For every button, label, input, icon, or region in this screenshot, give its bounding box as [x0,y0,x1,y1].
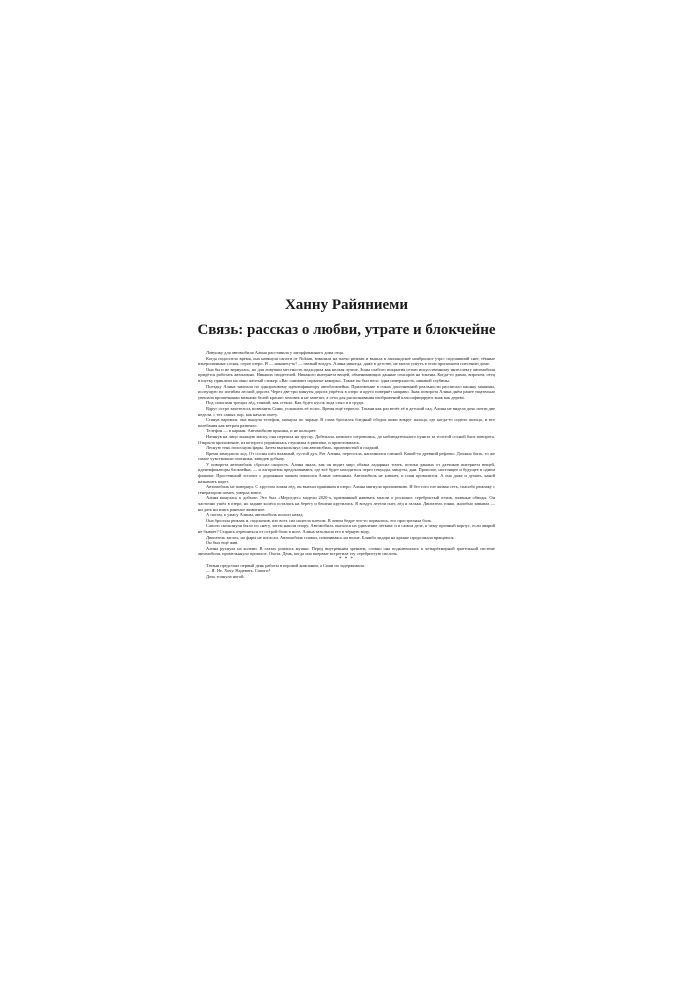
paragraph: А потом, к ужасу Алины, автомобиль пополз назад. [206,512,304,518]
paragraph: Татани предстоял первый день работы в игровой компании, а Сини их задерживала. [206,562,365,568]
paragraph: Алина рухнула на колени. В глазах роились мушки. Перед внутренним зрением, словно она подключилась к четырёхмерной зрительной системе автомобиля, промелькнуло прошлое. Охота. День, когда она впервые встретила эту серебристую сволочь. [198,545,495,557]
paragraph: Время замедлило ход. От сосны шёл влажный, густой дух. Рот Алины, пересохла, наполнился слюной. Какой-то древний рефлекс. Должно быть, то же самое чувствовали охотники, завидев добычу. [198,450,495,462]
author-name: Ханну Райяниеми [284,297,409,313]
paragraph: Телефон — в карман. Автомобилю крышка, и не кольцает. [206,428,317,434]
paragraph: Двигатель заглох, но фары не погасли. Автомобиль плавал, покачиваясь на волне. Блямба лидара на крыше продолжала вращаться. [206,534,455,540]
paragraph: Ловушку для автомобиля Алина расставила у заторфованного дома отца. [206,350,344,355]
story-body [198,350,495,579]
paragraph: Вдруг остро захотелось позвонить Сини, услышать её голос. Время ещё терпело. Татани как раз везёт её в детский сад. Алина не видела дочь почти две недели, с тех самых пор, как начала охоту. [198,405,495,417]
paragraph: Натянув на лицо лыжную маску, она перешла на трусцу. Добежала, немного согревшись, до наблюдательного пункта за толстой сосной близ поворота. Открыла приложение, из которого управлялась глушилка в рюкзаке, и приготовилась. [198,433,495,445]
paragraph: Она бросила рюкзак и, подскочив, изо всех сил налегла плечом. В левом бедре что-то порвалось, его прострелила боль. [206,517,433,523]
paragraph: Сапоги скользнули было по снегу, затем нашли опору. Автомобиль оказался на удивление лёгким: и в самом деле, к чему прочный корпус, если аварий не бывает? Старясь отрешиться от острой боли в ноге, Алина затолкала его в чёрную воду. [198,523,495,534]
paragraph: Лесную тень полоснули фары. Затем выскользнул сам автомобиль, приземистый и гладкий. [206,445,380,451]
paragraph: Дочь топнула ногой. [206,573,245,579]
paragraph: Он был ещё жив. [206,540,239,546]
paragraph: — Я. Не. Хочу. Надевать. Сапоги! [206,568,270,574]
section-separator: * * * [339,556,354,562]
paragraph: У поворота автомобиль сбросил скорость. Алина знала, как он видит мир: облака ладарных точек, потоки данных от датчиков интернета вещей, идентификаторы блокчейна, — и алгоритмы предсказывают, где всё будет находиться через секунды, минуты, дни. Прошлое, настоящее и будущее в одном флаконе. Простенький эстоонт с дорожным знаком покоился Алине смешным. Автомобиль не клюнет, и план провалится. А она даже и думать, какой назначить кадет. [198,461,495,484]
paragraph: Стянув варежки, она вынула телефон, мазнула по экрану. В глаза бросился бледный ободок кожи вокруг пальца, где когда-то сидело кольцо, и все колебания как ветром развеяло. [198,417,495,428]
paragraph: Когда подоспело время, она натянула сапоги от Nokian, взвалила на плечо рюкзак и вышла в лапландское ноябрьское утро: подтаявший снег, тёмные взъерошенные сосны, серое озеро. И — наконец-то! — свежий воздух. Алина никогда, даже в детстве, не могла уснуть в этом пропахшем плесенью доме. [198,355,495,367]
paragraph: Она бы и не вернулась, но для ловушки местность подходила как нельзя лучше. Зоны слабого покрытия сетью искусственному интеллекту автомобиля придётся работать автономно. Никаких свидетелей. Никакого интернета вещей, обменивающих данные сенсоров на токены. Когда-то давно, впрочем, отец в шутку приклеил на окно жёлтый стикер: «Вас снимают скрытые камеры». Также он был весь: одна поверхность, никакой глубины. [198,366,495,383]
story-title: Связь: рассказ о любви, утрате и блокчейне [197,322,496,338]
paragraph: Под сапогами трещал лёд, тонкий, как стекло. Как будто кусок льда стыл и в груди. [206,400,365,406]
paragraph: Поездку Алина заказала по одноразовому идентификатору автоблокчейна. Приложение в очках дополненной реальности расписало иконку машины, ползущую по изгибам лесной дороги. Через две-три минуты дорога упрётся в озеро и круто повернёт направо. Знак поворота Алина днём ранее тщательно увешала крошечными мазками белой краски: человек и не заметит, а сети для распознавания изображений классифицируют знак как дерево. [198,383,495,400]
paragraph: Автомобиль не повернул. С хрустом ломая лёд, он выехал прямиком в озеро. Алина мигнула приложению. И без того еле живая сеть, спасибо рюкзаку с генератором помех, умерла вовсе. [198,484,495,495]
paragraph: Алина кинулась к добыче. Это был «Мерседес» модели 2020-х, призванный навевать мысли о роскоши: серебристый отлив, плавные обводы. Он частично ушёл в озеро, но задние колёса остались на берегу и бешено крутились. В воздух летели снег, лёд и галька. Двигатель тонко, жалобно завывал — ни дать ни взять раненое животное. [198,495,495,512]
